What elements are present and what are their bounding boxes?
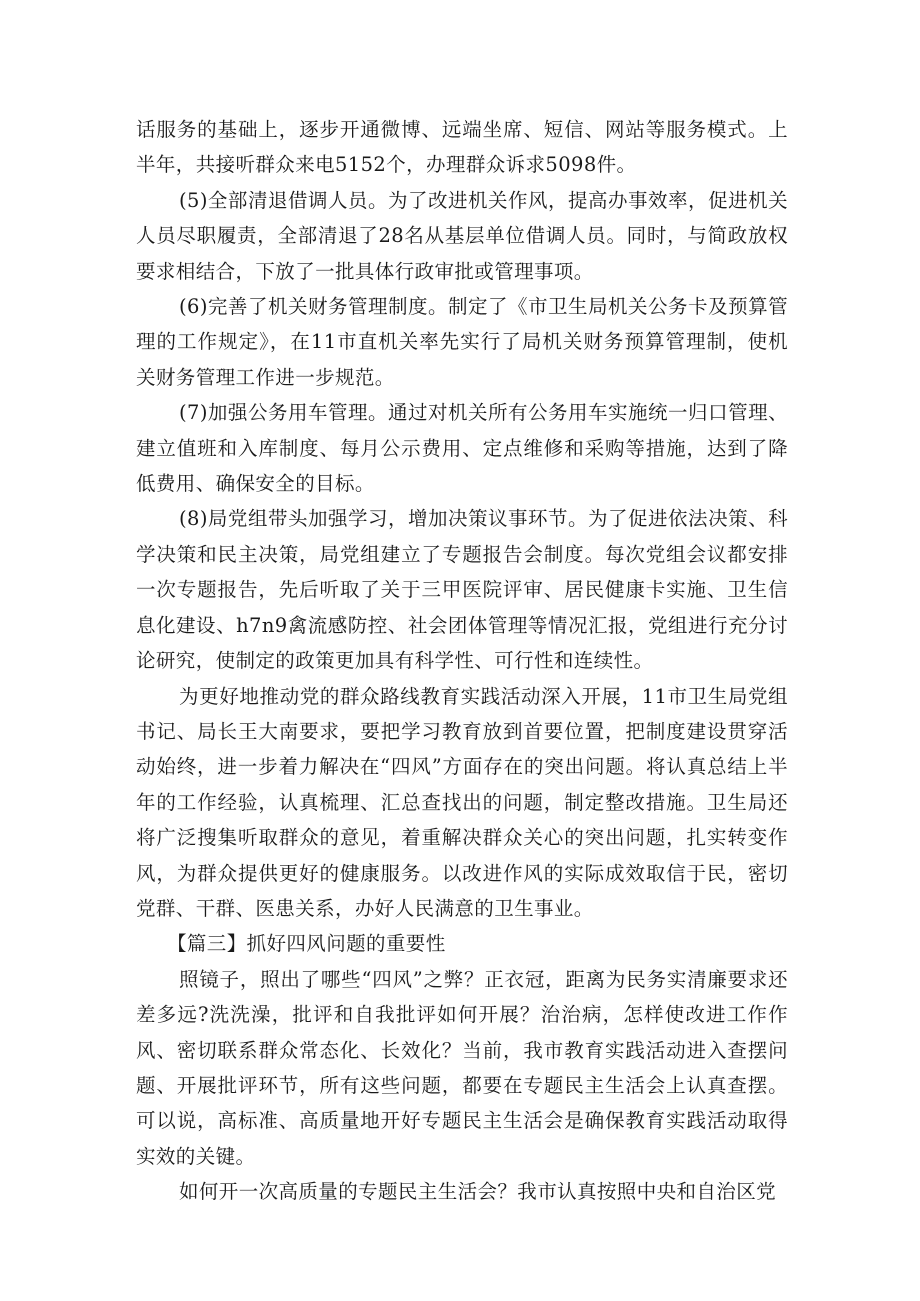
paragraph-summary: 为更好地推动党的群众路线教育实践活动深入开展，11市卫生局党组书记、局长王大南要求，要把学习教育放到首要位置，把制度建设贯穿活动始终，进一步着力解决在“四风”方面存在的突出问题。将认真总结上半年的工作经验，认真梳理、汇总查找出的问题，制定整改措施。卫生局还将广泛搜集听取群众的意见，着重解决群众关心的突出问题，扎实转变作风，为群众提供更好的健康服务。以改进作风的实际成效取信于民，密切党群、干群、医患关系，办好人民满意的卫生事业。 [136, 684, 788, 920]
paragraph-intro: 照镜子，照出了哪些“四风”之弊？正衣冠，距离为民务实清廉要求还差多远?洗洗澡，批评和自我批评如何开展？治治病，怎样使改进工作作风、密切联系群众常态化、长效化？当前，我市教育实践活动进入查摆问题、开展批评环节，所有这些问题，都要在专题民主生活会上认真查摆。可以说，高标准、高质量地开好专题民主生活会是确保教育实践活动取得实效的关键。 [136, 967, 788, 1168]
document-body [136, 112, 788, 1210]
paragraph-continuation: 话服务的基础上，逐步开通微博、远端坐席、短信、网站等服务模式。上半年，共接听群众来电5152个，办理群众诉求5098件。 [136, 118, 788, 177]
paragraph-item-7: (7)加强公务用车管理。通过对机关所有公务用车实施统一归口管理、建立值班和入库制度、每月公示费用、定点维修和采购等措施，达到了降低费用、确保安全的目标。 [136, 401, 788, 496]
paragraph-item-8: (8)局党组带头加强学习，增加决策议事环节。为了促进依法决策、科学决策和民主决策，局党组建立了专题报告会制度。每次党组会议都安排一次专题报告，先后听取了关于三甲医院评审、居民健康卡实施、卫生信息化建设、h7n9禽流感防控、社会团体管理等情况汇报，党组进行充分讨论研究，使制定的政策更加具有科学性、可行性和连续性。 [136, 507, 788, 673]
paragraph-final: 如何开一次高质量的专题民主生活会？我市认真按照中央和自治区党 [179, 1180, 777, 1204]
paragraph-item-5: (5)全部清退借调人员。为了改进机关作风，提高办事效率，促进机关人员尽职履责，全部清退了28名从基层单位借调人员。同时，与简政放权要求相结合，下放了一批具体行政审批或管理事项。 [136, 188, 788, 283]
paragraph-item-6: (6)完善了机关财务管理制度。制定了《市卫生局机关公务卡及预算管理的工作规定》，在11市直机关率先实行了局机关财务预算管理制，使机关财务管理工作进一步规范。 [136, 295, 788, 389]
section-heading: 【篇三】抓好四风问题的重要性 [167, 932, 446, 956]
